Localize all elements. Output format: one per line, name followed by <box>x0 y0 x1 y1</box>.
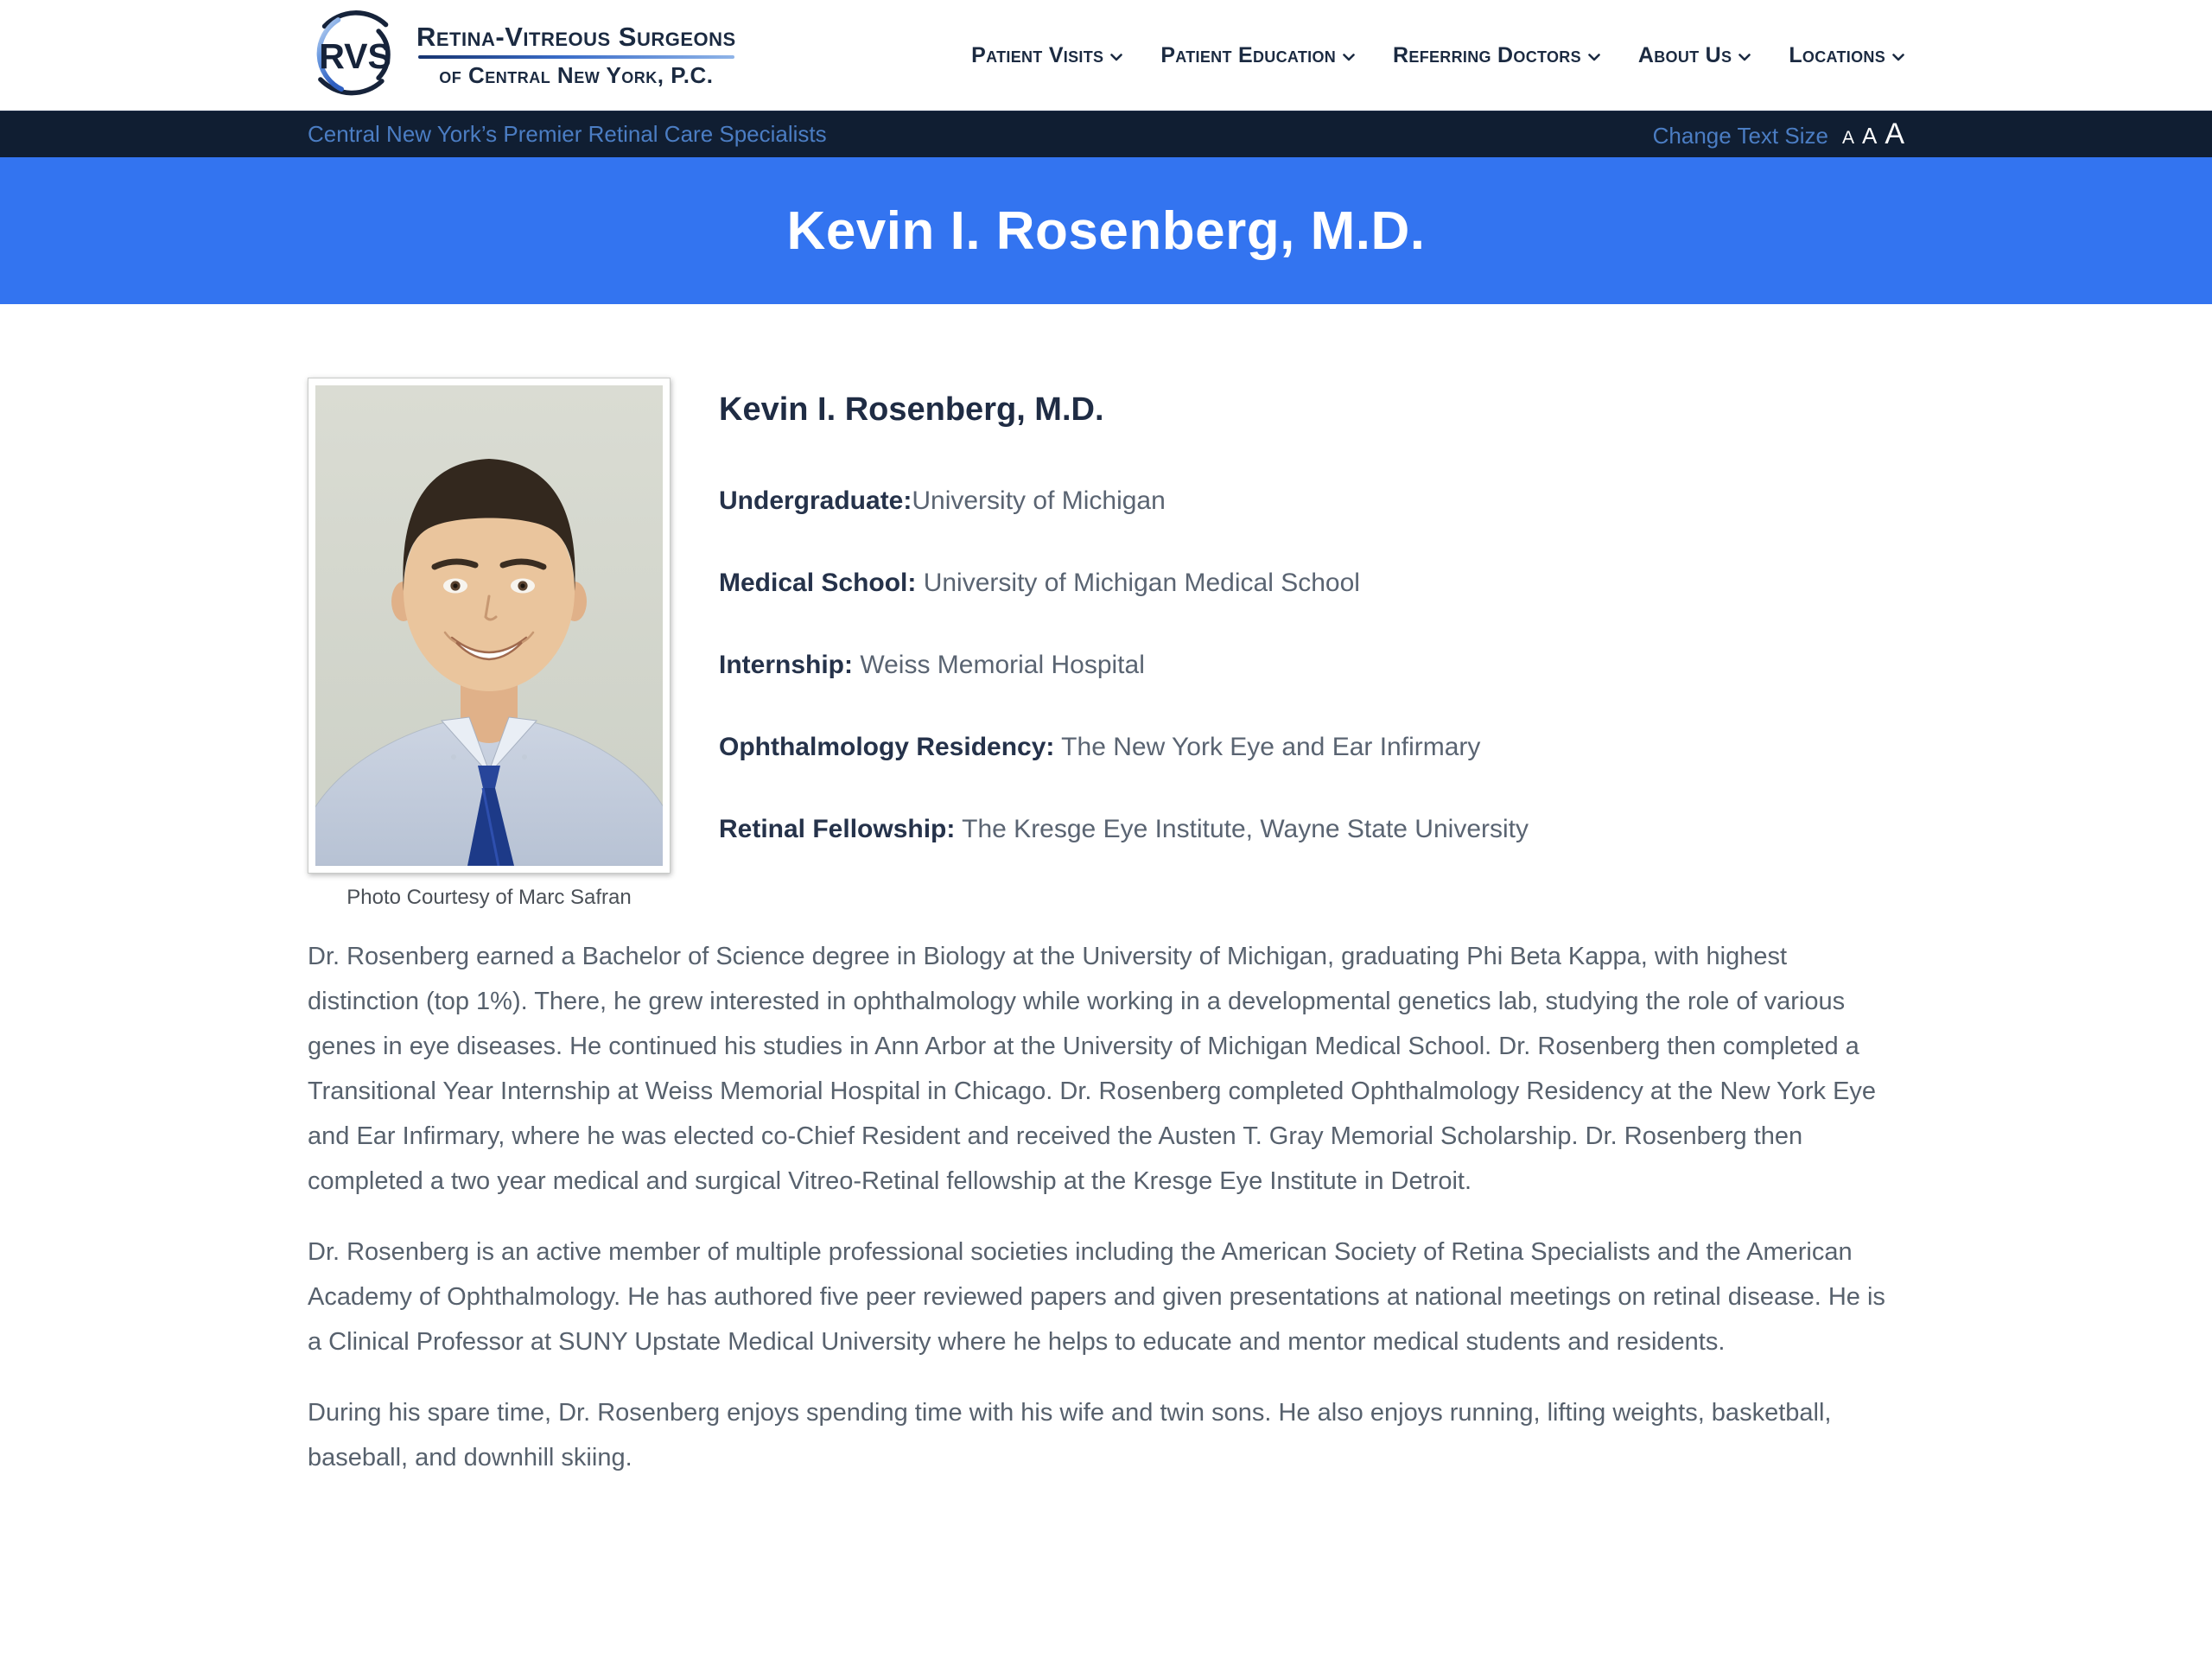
photo-caption: Photo Courtesy of Marc Safran <box>346 886 632 909</box>
site-tagline: Central New York’s Premier Retinal Care Specialists <box>308 121 827 147</box>
credentials-block <box>719 378 1529 910</box>
nav-item-about-us[interactable] <box>1638 43 1751 68</box>
nav-item-patient-education[interactable] <box>1160 43 1355 68</box>
utility-bar <box>0 111 2212 157</box>
main-nav <box>971 43 1904 68</box>
credential-undergraduate <box>719 486 1529 517</box>
hero-banner <box>0 157 2212 304</box>
main-content <box>308 378 1904 1558</box>
doctor-portrait-image <box>315 385 663 866</box>
credential-medical-school <box>719 568 1529 599</box>
credential-value: The New York Eye and Ear Infirmary <box>1054 733 1481 761</box>
logo-divider <box>418 55 734 59</box>
bio-paragraph: Dr. Rosenberg earned a Bachelor of Science degree in Biology at the University of Michigan, graduating Phi Beta Kappa, with highest distinction (top 1%). There, he grew interested in ophthalmology while working in a developmental genetics lab, studying the role of various genes in eye diseases. He continued his studies in Ann Arbor at the University of Michigan Medical School. Dr. Rosenberg then completed a Transitional Year Internship at Weiss Memorial Hospital in Chicago. Dr. Rosenberg completed Ophthalmology Residency at the New York Eye and Ear Infirmary, where he was elected co-Chief Resident and received the Austen T. Gray Memorial Scholarship. Dr. Rosenberg then completed a two year medical and surgical Vitreo-Retinal fellowship at the Kresge Eye Institute in Detroit. <box>308 943 1877 1195</box>
credential-label: Ophthalmology Residency: <box>719 733 1055 761</box>
rvs-logo-icon <box>308 7 404 104</box>
chevron-down-icon <box>1343 54 1355 61</box>
credential-label: Retinal Fellowship: <box>719 815 956 843</box>
credential-internship <box>719 650 1529 681</box>
logo-name-line1: Retina-Vitreous Surgeons <box>416 22 736 52</box>
credential-value: University of Michigan Medical School <box>916 569 1360 597</box>
chevron-down-icon <box>1588 54 1600 61</box>
credential-label: Undergraduate: <box>719 486 912 515</box>
text-size-control <box>1653 118 1904 151</box>
credential-value: The Kresge Eye Institute, Wayne State University <box>955 815 1529 843</box>
page-title: Kevin I. Rosenberg, M.D. <box>786 200 1426 261</box>
nav-item-label: Referring Doctors <box>1393 42 1581 67</box>
logo[interactable] <box>308 7 736 104</box>
doctor-photo <box>308 378 671 874</box>
change-text-size-label: Change Text Size <box>1652 123 1828 149</box>
text-size-small-button[interactable]: A <box>1841 128 1854 148</box>
logo-text <box>416 22 736 89</box>
site-header <box>0 0 2212 111</box>
chevron-down-icon <box>1738 54 1751 61</box>
credential-residency <box>719 732 1529 763</box>
logo-name-line2: of Central New York, P.C. <box>439 62 714 88</box>
nav-item-referring-doctors[interactable] <box>1393 43 1600 68</box>
nav-item-patient-visits[interactable] <box>971 43 1122 68</box>
credential-value: University of Michigan <box>912 486 1166 515</box>
credential-value: Weiss Memorial Hospital <box>853 651 1145 679</box>
credential-label: Internship: <box>719 651 853 679</box>
nav-item-locations[interactable] <box>1789 43 1904 68</box>
nav-item-label: Patient Visits <box>971 42 1104 67</box>
chevron-down-icon <box>1892 54 1904 61</box>
bio-paragraph: Dr. Rosenberg is an active member of multiple professional societies including the American Society of Retina Specialists and the American Academy of Ophthalmology. He has authored five peer reviewed papers and given presentations at national meetings on retinal disease. He is a Clinical Professor at SUNY Upstate Medical University where he helps to educate and mentor medical students and residents. <box>308 1238 1885 1356</box>
doctor-name-heading: Kevin I. Rosenberg, M.D. <box>719 391 1104 428</box>
biography-section <box>308 934 1904 1558</box>
chevron-down-icon <box>1110 54 1122 61</box>
doctor-photo-block <box>308 378 671 910</box>
nav-item-label: About Us <box>1637 42 1732 67</box>
nav-item-label: Locations <box>1789 42 1885 67</box>
credential-fellowship <box>719 814 1529 845</box>
bio-paragraph: During his spare time, Dr. Rosenberg enjoys spending time with his wife and twin sons. He also enjoys running, lifting weights, basketball, baseball, and downhill skiing. <box>308 1399 1832 1471</box>
text-size-large-button[interactable]: A <box>1885 118 1904 150</box>
credential-label: Medical School: <box>719 569 917 597</box>
nav-item-label: Patient Education <box>1160 42 1337 67</box>
text-size-medium-button[interactable]: A <box>1861 123 1878 149</box>
logo-acronym: RVS <box>319 35 391 76</box>
profile-section <box>308 378 1904 910</box>
